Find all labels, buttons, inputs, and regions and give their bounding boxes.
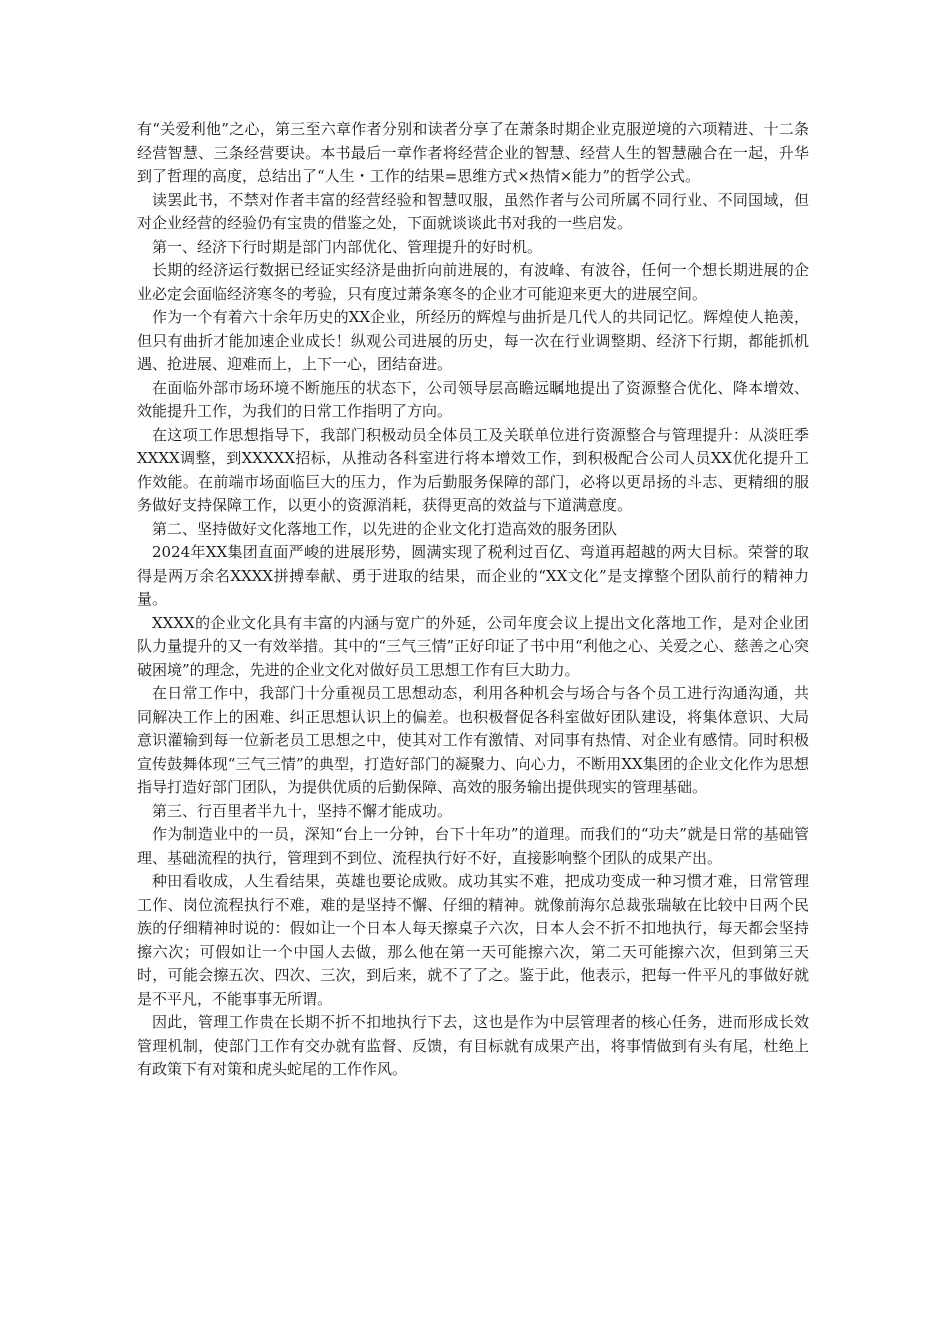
paragraph-1: 有“关爱利他”之心，第三至六章作者分别和读者分享了在萧条时期企业克服逆境的六项精进、十二条经营智慧、三条经营要诀。本书最后一章作者将经营企业的智慧、经营人生的智慧融合在一起，升华到了哲理的高度，总结出了“人生・工作的结果=思维方式×热情×能力”的哲学公式。	[137, 120, 809, 185]
document-body	[137, 118, 809, 1082]
paragraph-15: 因此，管理工作贵在长期不折不扣地执行下去，这也是作为中层管理者的核心任务，进而形成长效管理机制，使部门工作有交办就有监督、反馈，有目标就有成果产出，将事情做到有头有尾，杜绝上有政策下有对策和虎头蛇尾的工作作风。	[137, 1013, 809, 1078]
paragraph-10: XXXX的企业文化具有丰富的内涵与宽广的外延，公司年度会议上提出文化落地工作，是对企业团队力量提升的又一有效举措。其中的“三气三情”正好印证了书中用“利他之心、关爱之心、慈善之心突破困境”的理念，先进的企业文化对做好员工思想工作有巨大助力。	[137, 613, 809, 679]
paragraph-13: 作为制造业中的一员，深知“台上一分钟，台下十年功”的道理。而我们的“功夫”就是日常的基础管理、基础流程的执行，管理到不到位、流程执行好不好，直接影响整个团队的成果产出。	[137, 825, 809, 867]
section-heading-1: 第一、经济下行时期是部门内部优化、管理提升的好时机。	[152, 237, 543, 256]
paragraph-5: 作为一个有着六十余年历史的XX企业，所经历的辉煌与曲折是几代人的共同记忆。辉煌使人艳羡，但只有曲折才能加速企业成长！纵观公司进展的历史，每一次在行业调整期、经济下行期，都能抓机遇、抢进展、迎难而上，上下一心，团结奋进。	[137, 308, 809, 373]
section-heading-2: 第二、坚持做好文化落地工作，以先进的企业文化打造高效的服务团队	[152, 519, 618, 538]
paragraph-11: 在日常工作中，我部门十分重视员工思想动态，利用各种机会与场合与各个员工进行沟通沟通，共同解决工作上的困难、纠正思想认识上的偏差。也积极督促各科室做好团队建设，将集体意识、大局意识灌输到每一位新老员工思想之中，使其对工作有激情、对同事有热情、对企业有感情。同时积极宣传鼓舞体现“三气三情”的典型，打造好部门的凝聚力、向心力，不断用XX集团的企业文化作为思想指导打造好部门团队，为提供优质的后勤保障、高效的服务输出提供现实的管理基础。	[137, 684, 809, 796]
paragraph-2: 读罢此书，不禁对作者丰富的经营经验和智慧叹服，虽然作者与公司所属不同行业、不同国域，但对企业经营的经验仍有宝贵的借鉴之处，下面就谈谈此书对我的一些启发。	[137, 190, 809, 232]
section-heading-3: 第三、行百里者半九十，坚持不懈才能成功。	[152, 801, 453, 820]
paragraph-4: 长期的经济运行数据已经证实经济是曲折向前进展的，有波峰、有波谷，任何一个想长期进展的企业必定会面临经济寒冬的考验，只有度过萧条寒冬的企业才可能迎来更大的进展空间。	[137, 261, 809, 303]
paragraph-14: 种田看收成，人生看结果，英雄也要论成败。成功其实不难，把成功变成一种习惯才难，日常管理工作、岗位流程执行不难，难的是坚持不懈、仔细的精神。就像前海尔总裁张瑞敏在比较中日两个民族的仔细精神时说的：假如让一个日本人每天擦桌子六次，日本人会不折不扣地执行，每天都会坚持擦六次；可假如让一个中国人去做，那么他在第一天可能擦六次，第二天可能擦六次，但到第三天时，可能会擦五次、四次、三次，到后来，就不了了之。鉴于此，他表示，把每一件平凡的事做好就是不平凡，不能事事无所谓。	[137, 872, 809, 1008]
paragraph-6: 在面临外部市场环境不断施压的状态下，公司领导层高瞻远瞩地提出了资源整合优化、降本增效、效能提升工作，为我们的日常工作指明了方向。	[137, 378, 809, 420]
paragraph-7: 在这项工作思想指导下，我部门积极动员全体员工及关联单位进行资源整合与管理提升：从淡旺季XXXX调整，到XXXXX招标，从推动各科室进行将本增效工作，到积极配合公司人员XX优化提升工作效能。在前端市场面临巨大的压力，作为后勤服务保障的部门，必将以更昂扬的斗志、更精细的服务做好支持保障工作，以更小的资源消耗，获得更高的效益与下道满意度。	[137, 425, 809, 514]
paragraph-9: 2024年XX集团直面严峻的进展形势，圆满实现了税利过百亿、弯道再超越的两大目标。荣誉的取得是两万余名XXXX拼搏奉献、勇于进取的结果，而企业的“XX文化”是支撑整个团队前行的精神力量。	[137, 543, 809, 608]
